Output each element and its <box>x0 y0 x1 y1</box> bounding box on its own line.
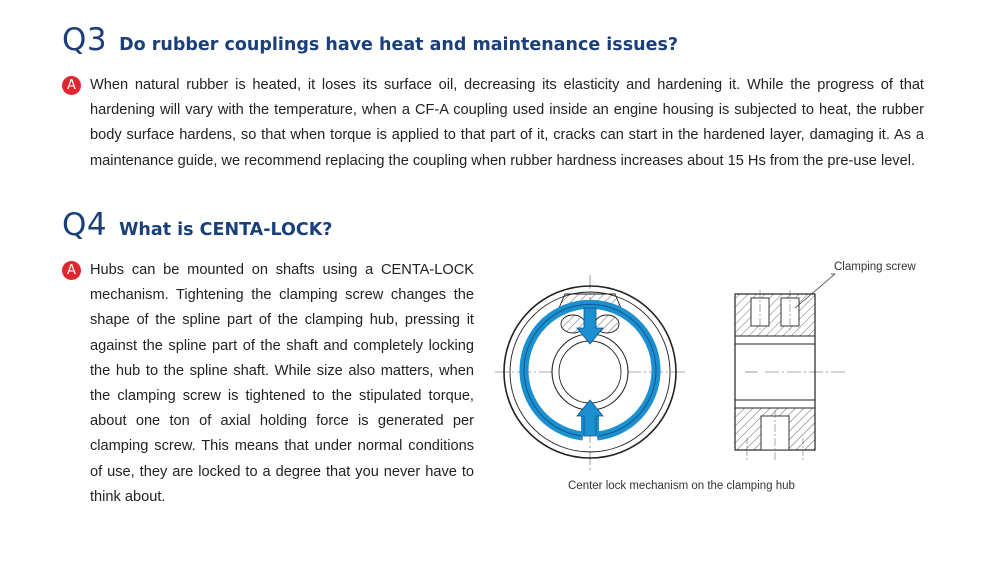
q3-number: Q3 <box>62 22 108 58</box>
q3-title: Do rubber couplings have heat and maintenance issues? <box>119 35 679 55</box>
hub-side-section <box>735 274 845 460</box>
q4-number: Q4 <box>62 207 108 243</box>
answer-badge-icon: A <box>62 76 81 95</box>
answer-badge-icon: A <box>62 261 81 280</box>
q4-title: What is CENTA-LOCK? <box>119 220 333 240</box>
q3-answer-text: When natural rubber is heated, it loses its surface oil, decreasing its elasticity and hardening it. While the progress of that hardening will vary with the temperature, when a CF-A coupling used inside an engine housing is subjected to heat, the rubber body surface hardens, so that when torque is applied to that part of it, cracks can start in the hardened layer, damaging it. As a maintenance guide, we recommend replacing the coupling when rubber hardness increases about 15 Hs from the pre-use level. <box>90 77 924 169</box>
figure-caption: Center lock mechanism on the clamping hub <box>568 480 795 492</box>
q3-heading <box>62 22 678 58</box>
clamping-screw-label: Clamping screw <box>834 261 916 273</box>
centa-lock-diagram <box>495 250 935 480</box>
q4-answer-text: Hubs can be mounted on shafts using a CENTA-LOCK mechanism. Tightening the clamping screw changes the shape of the spline part of the clamping hub, pressing it against the spline part of the shaft and completely locking the hub to the spline shaft. While size also matters, when the clamping screw is tightened to the stipulated torque, about one ton of axial holding force is generated per clamping screw. This means that under normal conditions of use, they are locked to a degree that you never have to think about. <box>90 262 474 505</box>
hub-front-view <box>495 275 685 472</box>
q4-heading <box>62 207 332 243</box>
q3-answer <box>62 73 924 174</box>
q4-answer <box>62 258 474 510</box>
